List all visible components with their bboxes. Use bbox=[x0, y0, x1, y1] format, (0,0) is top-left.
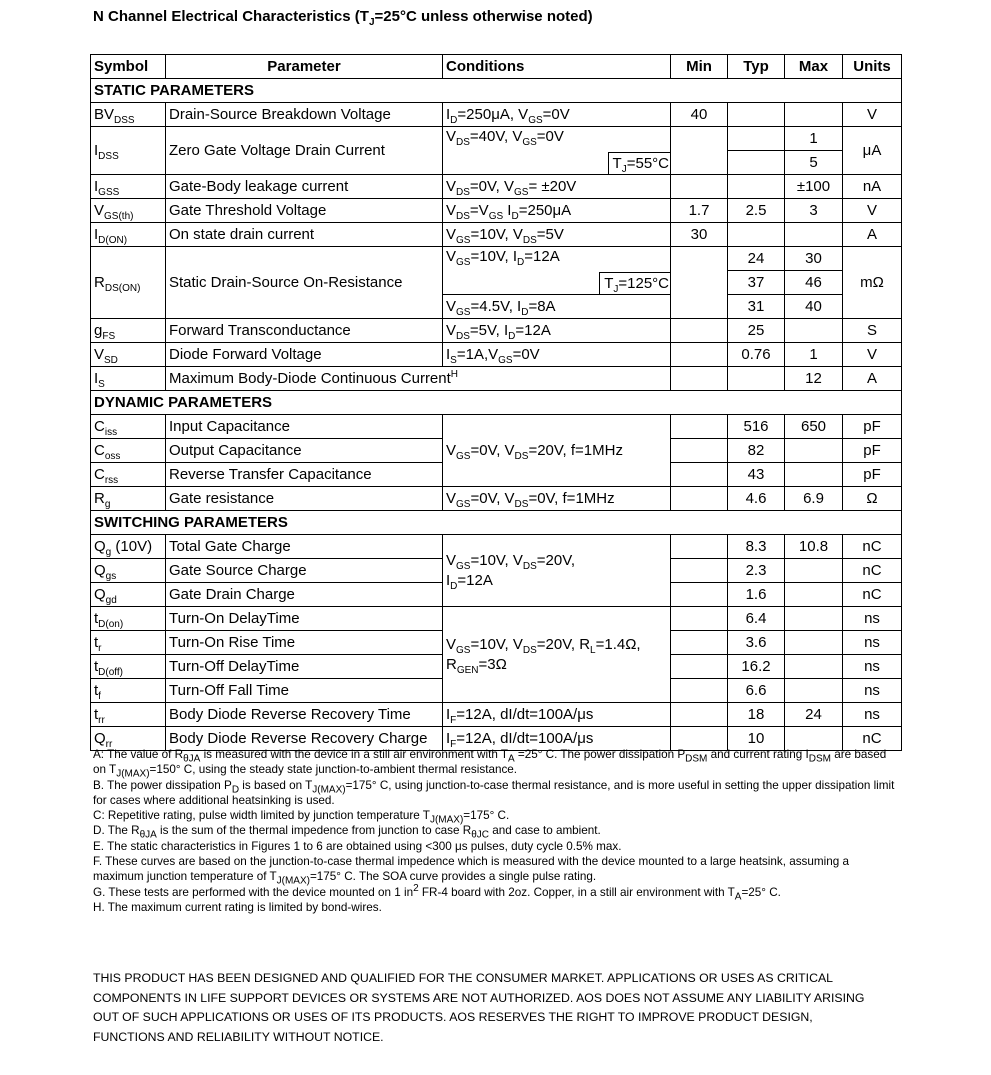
note-e: E. The static characteristics in Figures 1 to 6 are obtained using <300 μs pulses, duty cycle 0.5% max. bbox=[93, 839, 622, 853]
parameter-cell: Turn-Off Fall Time bbox=[166, 679, 443, 703]
conditions-cell: $V_{GS}=4.5V$, $I_D=8A$ bbox=[443, 295, 671, 319]
parameter-cell: Reverse Transfer Capacitance bbox=[166, 463, 443, 487]
typ-cell: 1.6 bbox=[728, 583, 785, 607]
min-cell bbox=[671, 439, 728, 463]
header-row bbox=[91, 55, 902, 79]
conditions-cell: $I_F=12A$, dI/dt=100A/μs bbox=[443, 727, 671, 751]
typ-cell: 6.4 bbox=[728, 607, 785, 631]
units-cell: ns bbox=[843, 631, 902, 655]
max-cell: 1 bbox=[785, 343, 843, 367]
typ-cell bbox=[728, 367, 785, 391]
parameter-cell: Gate-Body leakage current bbox=[166, 175, 443, 199]
max-cell: 6.9 bbox=[785, 487, 843, 511]
section-dynamic: DYNAMIC PARAMETERS bbox=[91, 391, 902, 415]
footnotes bbox=[93, 747, 901, 915]
symbol-cell: $C_{oss}$ bbox=[91, 439, 166, 463]
symbol-cell: $C_{rss}$ bbox=[91, 463, 166, 487]
typ-cell: 2.3 bbox=[728, 559, 785, 583]
symbol-cell: $C_{iss}$ bbox=[91, 415, 166, 439]
max-cell bbox=[785, 223, 843, 247]
table-row bbox=[91, 175, 902, 199]
units-cell: pF bbox=[843, 415, 902, 439]
conditions-cell: $I_F=12A$, dI/dt=100A/μs bbox=[443, 703, 671, 727]
parameter-cell: Input Capacitance bbox=[166, 415, 443, 439]
units-cell: V bbox=[843, 103, 902, 127]
table-row bbox=[91, 343, 902, 367]
max-cell: 10.8 bbox=[785, 535, 843, 559]
min-cell: 30 bbox=[671, 223, 728, 247]
header-symbol: Symbol bbox=[91, 55, 166, 79]
units-cell: nC bbox=[843, 727, 902, 751]
units-cell: pF bbox=[843, 439, 902, 463]
parameter-cell: Static Drain-Source On-Resistance bbox=[166, 247, 443, 319]
max-cell bbox=[785, 583, 843, 607]
symbol-cell: $I_{D(ON)}$ bbox=[91, 223, 166, 247]
symbol-cell: $R_g$ bbox=[91, 487, 166, 511]
units-cell: nC bbox=[843, 583, 902, 607]
disclaimer-line: THIS PRODUCT HAS BEEN DESIGNED AND QUALIFIED FOR THE CONSUMER MARKET. APPLICATIONS OR USES AS CRITICAL bbox=[93, 971, 833, 985]
symbol-cell: $Q_{gd}$ bbox=[91, 583, 166, 607]
symbol-cell: $I_{GSS}$ bbox=[91, 175, 166, 199]
units-cell: A bbox=[843, 367, 902, 391]
conditions-cell: $V_{DS}=5V$, $I_D=12A$ bbox=[443, 319, 671, 343]
typ-cell bbox=[728, 223, 785, 247]
units-cell: S bbox=[843, 319, 902, 343]
section-static: STATIC PARAMETERS bbox=[91, 79, 902, 103]
symbol-cell: $V_{GS(th)}$ bbox=[91, 199, 166, 223]
typ-cell: 37 bbox=[728, 271, 785, 295]
note-f: F. These curves are based on the junction-to-case thermal impedence which is measured with the device mounted to a large heatsink, assuming a maximum junction temperature of $T_{J(MAX)}=175^\circ$ C. The SOA curve provides a single pulse rating. bbox=[93, 855, 849, 887]
max-cell: 5 bbox=[785, 151, 843, 175]
max-cell: 1 bbox=[785, 127, 843, 151]
min-cell bbox=[671, 583, 728, 607]
typ-cell: 6.6 bbox=[728, 679, 785, 703]
symbol-cell: $V_{SD}$ bbox=[91, 343, 166, 367]
parameter-cell: Zero Gate Voltage Drain Current bbox=[166, 127, 443, 175]
min-cell bbox=[671, 247, 728, 319]
header-typ: Typ bbox=[728, 55, 785, 79]
conditions-cell: $V_{DS}=V_{GS}$ $I_D=250\mu A$ bbox=[443, 199, 671, 223]
min-cell bbox=[671, 463, 728, 487]
note-h: H. The maximum current rating is limited by bond-wires. bbox=[93, 900, 382, 914]
section-switching: SWITCHING PARAMETERS bbox=[91, 511, 902, 535]
table-row bbox=[91, 607, 902, 631]
note-a: A: The value of $R_{\theta JA}$ is measured with the device in a still air environment with $T_A =25^\circ$ C. The power dissipation $P_{DSM}$ and current rating $I_{DSM}$ are based on $T_{J(MAX)}=150^\circ$ C, using the steady state junction-to-ambient thermal resistance. bbox=[93, 748, 887, 780]
note-d: D. The $R_{\theta JA}$ is the sum of the thermal impedence from junction to case $R_{\theta JC}$ and case to ambient. bbox=[93, 824, 601, 841]
min-cell bbox=[671, 319, 728, 343]
parameter-cell: Turn-Off DelayTime bbox=[166, 655, 443, 679]
typ-cell: 516 bbox=[728, 415, 785, 439]
parameter-cell: Output Capacitance bbox=[166, 439, 443, 463]
symbol-cell: $t_f$ bbox=[91, 679, 166, 703]
units-cell: ns bbox=[843, 703, 902, 727]
symbol-cell: $t_r$ bbox=[91, 631, 166, 655]
min-cell bbox=[671, 487, 728, 511]
units-cell: nA bbox=[843, 175, 902, 199]
temperature-condition: $T_J=55^\circ C$ bbox=[608, 152, 671, 175]
disclaimer bbox=[93, 969, 901, 1047]
parameter-cell: Gate Drain Charge bbox=[166, 583, 443, 607]
max-cell: 3 bbox=[785, 199, 843, 223]
table-row bbox=[91, 319, 902, 343]
symbol-cell: $R_{DS(ON)}$ bbox=[91, 247, 166, 319]
typ-cell: 24 bbox=[728, 247, 785, 271]
parameter-cell: Diode Forward Voltage bbox=[166, 343, 443, 367]
page-title: N Channel Electrical Characteristics ($T_J=25^\circ C$ unless otherwise noted) bbox=[93, 8, 593, 28]
header-max: Max bbox=[785, 55, 843, 79]
typ-cell: 3.6 bbox=[728, 631, 785, 655]
min-cell: 1.7 bbox=[671, 199, 728, 223]
parameter-cell: Gate resistance bbox=[166, 487, 443, 511]
disclaimer-line: OUT OF SUCH APPLICATIONS OR USES OF ITS PRODUCTS. AOS RESERVES THE RIGHT TO IMPROVE PRODUCT DESIGN, bbox=[93, 1010, 813, 1024]
units-cell: nC bbox=[843, 535, 902, 559]
max-cell bbox=[785, 559, 843, 583]
symbol-cell: $Q_{gs}$ bbox=[91, 559, 166, 583]
section-row bbox=[91, 391, 902, 415]
symbol-cell: $Q_g$ (10V) bbox=[91, 535, 166, 559]
disclaimer-line: COMPONENTS IN LIFE SUPPORT DEVICES OR SYSTEMS ARE NOT AUTHORIZED. AOS DOES NOT ASSUME ANY LIABILITY ARISING bbox=[93, 990, 865, 1005]
units-cell: mΩ bbox=[843, 247, 902, 319]
min-cell bbox=[671, 127, 728, 175]
units-cell: V bbox=[843, 199, 902, 223]
max-cell bbox=[785, 319, 843, 343]
min-cell bbox=[671, 535, 728, 559]
parameter-cell: Body Diode Reverse Recovery Charge bbox=[166, 727, 443, 751]
parameter-cell: Body Diode Reverse Recovery Time bbox=[166, 703, 443, 727]
disclaimer-line: FUNCTIONS AND RELIABILITY WITHOUT NOTICE. bbox=[93, 1029, 384, 1044]
typ-cell: 8.3 bbox=[728, 535, 785, 559]
table-row bbox=[91, 487, 902, 511]
parameter-cell: Forward Transconductance bbox=[166, 319, 443, 343]
units-cell: pF bbox=[843, 463, 902, 487]
max-cell: 12 bbox=[785, 367, 843, 391]
parameter-cell: Gate Threshold Voltage bbox=[166, 199, 443, 223]
table-row bbox=[91, 247, 902, 271]
conditions-cell: $V_{GS}=10V$, $V_{DS}=5V$ bbox=[443, 223, 671, 247]
header-parameter: Parameter bbox=[166, 55, 443, 79]
note-g: G. These tests are performed with the device mounted on 1 $in^2$ FR-4 board with 2oz. Copper, in a still air environment with $T_A=25^\circ$ C. bbox=[93, 882, 781, 902]
parameter-cell: Drain-Source Breakdown Voltage bbox=[166, 103, 443, 127]
conditions-cell: $V_{GS}=10V$, $V_{DS}=20V$, $R_L=1.4\Omega$, $R_{GEN}=3\Omega$ bbox=[443, 607, 671, 703]
min-cell bbox=[671, 607, 728, 631]
min-cell bbox=[671, 631, 728, 655]
max-cell bbox=[785, 463, 843, 487]
conditions-cell: $V_{GS}=0V$, $V_{DS}=20V$, f=1MHz bbox=[443, 415, 671, 487]
typ-cell: 16.2 bbox=[728, 655, 785, 679]
typ-cell: 0.76 bbox=[728, 343, 785, 367]
units-cell: A bbox=[843, 223, 902, 247]
header-min: Min bbox=[671, 55, 728, 79]
units-cell: ns bbox=[843, 607, 902, 631]
symbol-cell: $I_{DSS}$ bbox=[91, 127, 166, 175]
max-cell: 24 bbox=[785, 703, 843, 727]
note-c: C: Repetitive rating, pulse width limited by junction temperature $T_{J(MAX)}=175^\circ$ C. bbox=[93, 809, 510, 826]
symbol-cell: $BV_{DSS}$ bbox=[91, 103, 166, 127]
max-cell bbox=[785, 631, 843, 655]
conditions-cell: $I_S=1A,V_{GS}=0V$ bbox=[443, 343, 671, 367]
parameter-cell: Turn-On DelayTime bbox=[166, 607, 443, 631]
min-cell bbox=[671, 703, 728, 727]
typ-cell bbox=[728, 175, 785, 199]
typ-cell: 10 bbox=[728, 727, 785, 751]
conditions-cell: $V_{DS}=0V$, $V_{GS}= \pm 20V$ bbox=[443, 175, 671, 199]
units-cell: ns bbox=[843, 679, 902, 703]
max-cell bbox=[785, 679, 843, 703]
symbol-cell: $I_S$ bbox=[91, 367, 166, 391]
typ-cell: 82 bbox=[728, 439, 785, 463]
units-cell: ns bbox=[843, 655, 902, 679]
typ-cell: 25 bbox=[728, 319, 785, 343]
units-cell: nC bbox=[843, 559, 902, 583]
table-row bbox=[91, 367, 902, 391]
table-row bbox=[91, 703, 902, 727]
table-row bbox=[91, 103, 902, 127]
parameter-cell: Gate Source Charge bbox=[166, 559, 443, 583]
parameter-cell: Total Gate Charge bbox=[166, 535, 443, 559]
max-cell bbox=[785, 103, 843, 127]
conditions-cell: $V_{GS}=0V$, $V_{DS}=0V$, f=1MHz bbox=[443, 487, 671, 511]
conditions-cell: $V_{GS}=10V$, $V_{DS}=20V$, $I_D=12A$ bbox=[443, 535, 671, 607]
max-cell bbox=[785, 655, 843, 679]
max-cell: 46 bbox=[785, 271, 843, 295]
units-cell: μA bbox=[843, 127, 902, 175]
parameter-cell: Maximum Body-Diode Continuous Current$^H$ bbox=[166, 367, 671, 391]
parameter-cell: On state drain current bbox=[166, 223, 443, 247]
min-cell bbox=[671, 679, 728, 703]
max-cell: 650 bbox=[785, 415, 843, 439]
units-cell: Ω bbox=[843, 487, 902, 511]
typ-cell: 43 bbox=[728, 463, 785, 487]
header-conditions: Conditions bbox=[443, 55, 671, 79]
parameter-cell: Turn-On Rise Time bbox=[166, 631, 443, 655]
symbol-cell: $t_{rr}$ bbox=[91, 703, 166, 727]
units-cell: V bbox=[843, 343, 902, 367]
table-row bbox=[91, 223, 902, 247]
typ-cell bbox=[728, 127, 785, 151]
typ-cell: 31 bbox=[728, 295, 785, 319]
conditions-cell: $V_{DS}=40V$, $V_{GS}=0V$ $T_J=55^\circ C$ bbox=[443, 127, 671, 175]
min-cell: 40 bbox=[671, 103, 728, 127]
note-b: B. The power dissipation $P_D$ is based on $T_{J(MAX)}=175^\circ$ C, using junction-to-case thermal resistance, and is more useful in setting the upper dissipation limit for cases where additional heatsinking is used. bbox=[93, 778, 895, 807]
min-cell bbox=[671, 655, 728, 679]
symbol-cell: $Q_{rr}$ bbox=[91, 727, 166, 751]
min-cell bbox=[671, 175, 728, 199]
header-units: Units bbox=[843, 55, 902, 79]
table-row bbox=[91, 127, 902, 151]
max-cell: 40 bbox=[785, 295, 843, 319]
typ-cell: 18 bbox=[728, 703, 785, 727]
symbol-cell: $t_{D(on)}$ bbox=[91, 607, 166, 631]
max-cell: ±100 bbox=[785, 175, 843, 199]
symbol-cell: $t_{D(off)}$ bbox=[91, 655, 166, 679]
symbol-cell: $g_{FS}$ bbox=[91, 319, 166, 343]
typ-cell: 2.5 bbox=[728, 199, 785, 223]
section-row bbox=[91, 79, 902, 103]
conditions-cell: $V_{GS}=10V$, $I_D=12A$ $T_J=125^\circ C$ bbox=[443, 247, 671, 295]
min-cell bbox=[671, 367, 728, 391]
conditions-cell: $I_D=250\mu A$, $V_{GS}=0V$ bbox=[443, 103, 671, 127]
min-cell bbox=[671, 343, 728, 367]
max-cell bbox=[785, 607, 843, 631]
min-cell bbox=[671, 559, 728, 583]
section-row bbox=[91, 511, 902, 535]
temperature-condition: $T_J=125^\circ C$ bbox=[599, 272, 670, 295]
electrical-characteristics-table bbox=[90, 54, 902, 751]
table-row bbox=[91, 199, 902, 223]
table-row bbox=[91, 415, 902, 439]
typ-cell: 4.6 bbox=[728, 487, 785, 511]
typ-cell bbox=[728, 103, 785, 127]
table-row bbox=[91, 535, 902, 559]
typ-cell bbox=[728, 151, 785, 175]
max-cell bbox=[785, 439, 843, 463]
min-cell bbox=[671, 415, 728, 439]
max-cell: 30 bbox=[785, 247, 843, 271]
